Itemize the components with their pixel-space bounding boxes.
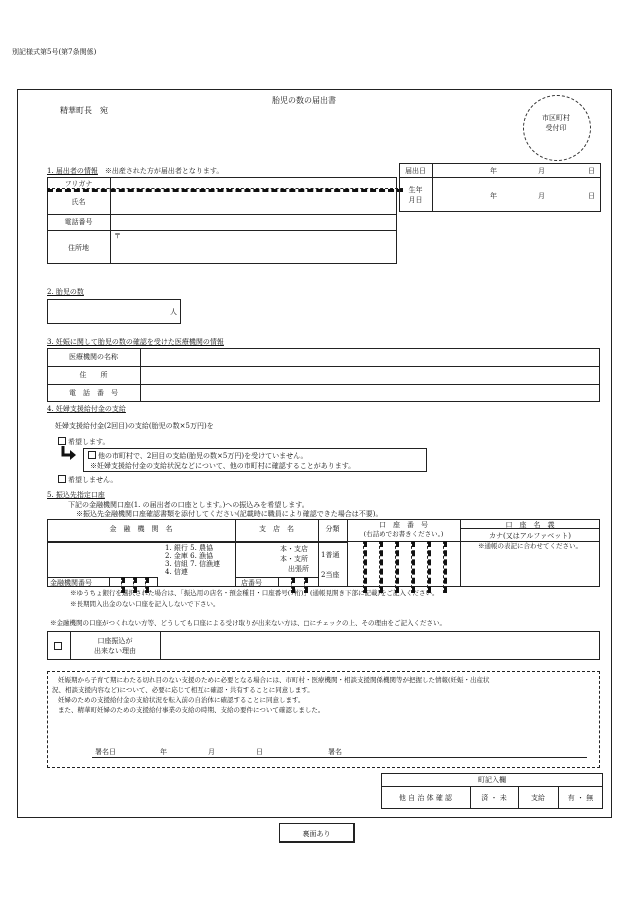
section4-lead: 妊婦支援給付金(2回目)の支給(胎児の数×5万円)を [55, 422, 214, 430]
fetus-count-input[interactable] [47, 299, 181, 324]
col-branch-name: 支 店 名 [259, 525, 294, 533]
section5-lead2: ※振込先金融機関口座確認書類を添付してください(記載時に職員により確認できた場合は不要)。 [76, 510, 383, 518]
municipality-check-note: ※妊婦支援給付金の支給状況などについて、他の市町村に確認することがあります。 [90, 462, 356, 470]
bank-type-1: 1. 銀行 5. 農協 [165, 544, 214, 552]
col-account-holder: 口 座 名 義 [505, 521, 555, 529]
section5-lead1: 下記の金融機関口座(1. の届出者の口座とします。)への振込みを希望します。 [68, 501, 309, 509]
office-pay-label: 支給 [531, 794, 545, 802]
arrow-right-icon [60, 446, 78, 462]
submit-date-label: 届出日 [405, 167, 426, 175]
notwant-option: 希望しません。 [58, 475, 117, 484]
back-side-button[interactable]: 裏面あり [279, 823, 355, 843]
col-bank-name: 金 融 機 関 名 [109, 525, 173, 533]
office-check-value: 済 ・ 未 [481, 794, 507, 802]
sign-date-label: 署名日 [95, 748, 116, 756]
col-account-holder-note: ※通帳の表記に合わせてください。 [478, 542, 582, 550]
bank-type-3: 3. 信組 7. 信漁連 [165, 560, 221, 568]
sign-label: 署名 [328, 748, 342, 756]
section3-heading: 3. 妊娠に関して胎児の数の確認を受けた医療機関の情報 [47, 338, 224, 346]
no-account-label-2: 出来ない理由 [94, 647, 136, 655]
phone-input[interactable] [111, 215, 396, 229]
col-account-number-sub: (右詰めでお書きください。) [363, 530, 444, 538]
col-account-number: 口 座 番 号 [379, 521, 428, 529]
section4-heading: 4. 妊婦支援給付金の支給 [47, 405, 126, 413]
want-option: 希望します。 [58, 437, 109, 446]
consent-p1: 妊娠期から子育て期にわたる切れ目のない支援のために必要となる場合には、市町村・医療機関・相談支援関係機関等が把握した情報(妊娠・出産状 [58, 676, 490, 684]
office-pay-value: 有 ・ 無 [567, 794, 594, 802]
reception-stamp-line1: 市区町村 [542, 114, 570, 122]
note-yucho: ※ゆうちょ銀行を選択された場合は、「振込用の店名・預金種目・口座番号(7桁)」(通帳見開き下部に記載)をご記入ください。 [70, 589, 439, 597]
col-account-holder-kana: カナ(又はアルファベット) [488, 532, 572, 540]
form-number: 別記様式第5号(第7条関係) [12, 48, 97, 56]
no-account-label-1: 口座振込が [97, 637, 133, 645]
note-no-account: ※金融機関の口座がつくれない方等、どうしても口座による受け取りが出来ない方は、□にチェックの上、その理由をご記入ください。 [50, 619, 446, 627]
medical-address-label: 住 所 [79, 371, 108, 379]
bank-code-label: 金融機関番号 [50, 579, 92, 587]
no-account-checkbox[interactable] [54, 642, 62, 650]
consent-p1b: 況、相談支援内容など)について、必要に応じて相互に確認・共有することに同意します。 [52, 686, 314, 694]
bank-type-2: 2. 金庫 6. 漁協 [165, 552, 214, 560]
fetus-unit: 人 [170, 308, 177, 316]
dob-label-1: 生年 [408, 186, 423, 194]
bank-type-4: 4. 信連 [165, 568, 188, 576]
medical-phone-label: 電 話 番 号 [69, 389, 118, 397]
no-account-reason-input[interactable] [162, 633, 598, 658]
branch-type-3: 出張所 [288, 565, 309, 573]
office-use-title: 町記入欄 [478, 776, 506, 784]
acct-type-1: 1普通 [321, 551, 340, 559]
signature-input[interactable] [345, 742, 585, 756]
furigana-label: フリガナ [64, 180, 93, 188]
phone-label: 電話番号 [64, 218, 93, 226]
want-checkbox[interactable] [58, 437, 66, 445]
dob-label-2: 月日 [408, 196, 423, 204]
note-dormant: ※長期間入出金のない口座を記入しないで下さい。 [70, 600, 220, 608]
addressee: 精華町長 宛 [60, 106, 108, 115]
address-input[interactable] [111, 231, 396, 263]
postal-mark: 〒 [114, 232, 121, 240]
acct-type-2: 2当座 [321, 571, 340, 579]
name-input[interactable] [111, 189, 396, 213]
consent-p2: 妊婦のための支援給付金の支給状況を転入前の自治体に確認することに同意します。 [58, 696, 305, 704]
section1-heading: 1. 届出者の情報 ※出産された方が届出者となります。 [47, 167, 224, 175]
section2-heading: 2. 胎児の数 [47, 288, 84, 296]
branch-type-2: 本・支所 [280, 555, 308, 563]
consent-p3: また、精華町妊婦のための支援給付事業の支給の時期、支給の要件について確認しました。 [58, 706, 325, 714]
branch-type-1: 本・支店 [280, 545, 308, 553]
address-label: 住所地 [68, 244, 89, 252]
name-label: 氏名 [71, 198, 86, 206]
medical-name-label: 医療機関の名称 [69, 353, 118, 361]
form-title: 胎児の数の届出書 [272, 96, 336, 105]
notwant-checkbox[interactable] [58, 475, 66, 483]
not-received-checkbox[interactable] [88, 451, 96, 459]
reception-stamp-line2: 受付印 [545, 124, 567, 132]
branch-code-label: 店番号 [241, 579, 262, 587]
section5-heading: 5. 振込先指定口座 [47, 491, 105, 499]
col-account-type: 分類 [325, 525, 340, 533]
office-check-label: 他 自 治 体 確 認 [398, 794, 453, 802]
